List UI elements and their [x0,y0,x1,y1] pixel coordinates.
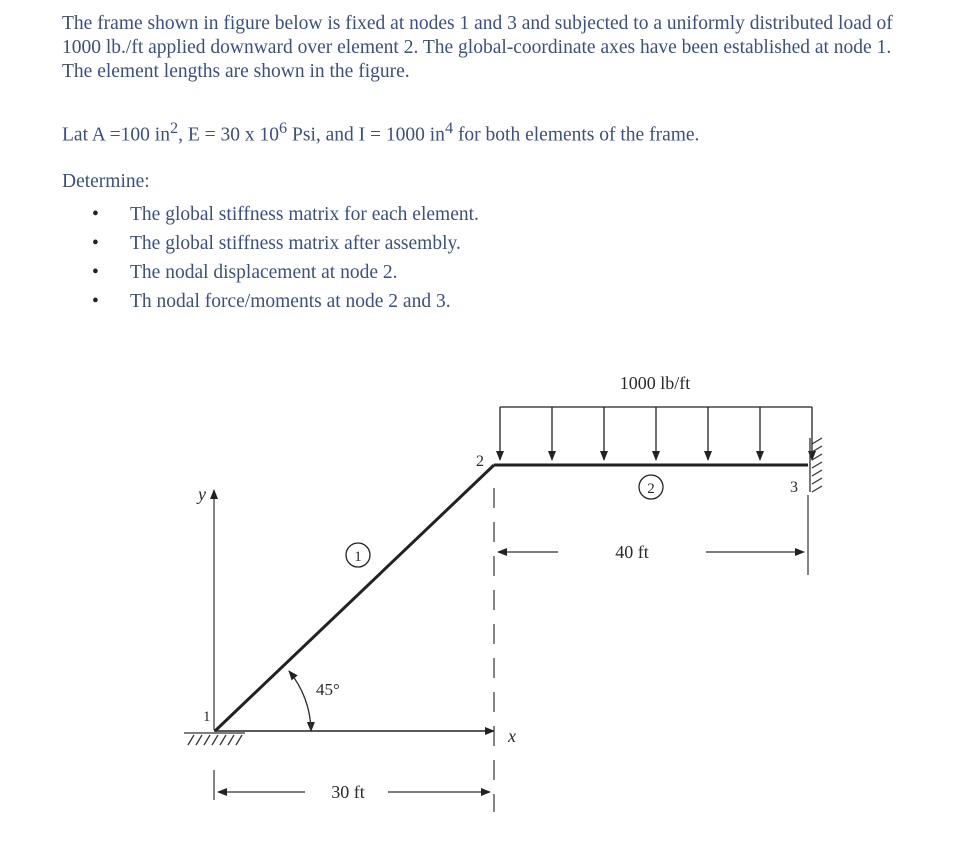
dim-30-label: 30 ft [331,782,365,802]
node-1-label: 1 [203,709,211,725]
props-sup-inertia: 4 [444,119,454,137]
props-sup-modulus: 6 [279,119,288,137]
dim-40-label: 40 ft [615,542,649,562]
props-sup-area: 2 [169,119,179,137]
node-3-label: 3 [790,479,798,496]
props-mid-2: Psi, and I = 1000 in [287,124,445,146]
angle-arc [289,671,311,731]
bullet-icon: • [92,262,99,283]
task-text: The global stiffness matrix for each element. [130,204,479,225]
task-text: The global stiffness matrix after assembly. [130,233,461,254]
bullet-icon: • [92,204,99,225]
angle-arc-reverse [289,671,311,731]
element-2-label: 2 [647,481,655,497]
problem-intro: The frame shown in figure below is fixed at nodes 1 and 3 and subjected to a uniformly distributed load of 1000 lb./ft applied downward over element 2. The global-coordinate axes have been established at node 1. The element lengths are shown in the figure. [62,13,893,82]
props-suffix: for both elements of the frame. [453,124,700,146]
bullet-icon: • [92,233,99,254]
load-label: 1000 lb/ft [619,373,691,393]
distributed-load [500,407,812,460]
props-prefix: Lat A =100 in [62,124,170,146]
angle-label: 45° [316,680,340,699]
task-text: The nodal displacement at node 2. [130,262,398,283]
element-1-member [215,465,494,731]
props-mid-1: , E = 30 x 10 [178,124,280,146]
x-axis-label: x [508,726,516,746]
y-axis-label: y [198,484,206,504]
fixed-support-node-1 [184,733,245,745]
task-text: Th nodal force/moments at node 2 and 3. [130,291,451,312]
node-2-label: 2 [476,453,484,470]
bullet-icon: • [92,291,99,312]
element-1-label: 1 [354,549,362,565]
determine-label: Determine: [62,171,150,192]
